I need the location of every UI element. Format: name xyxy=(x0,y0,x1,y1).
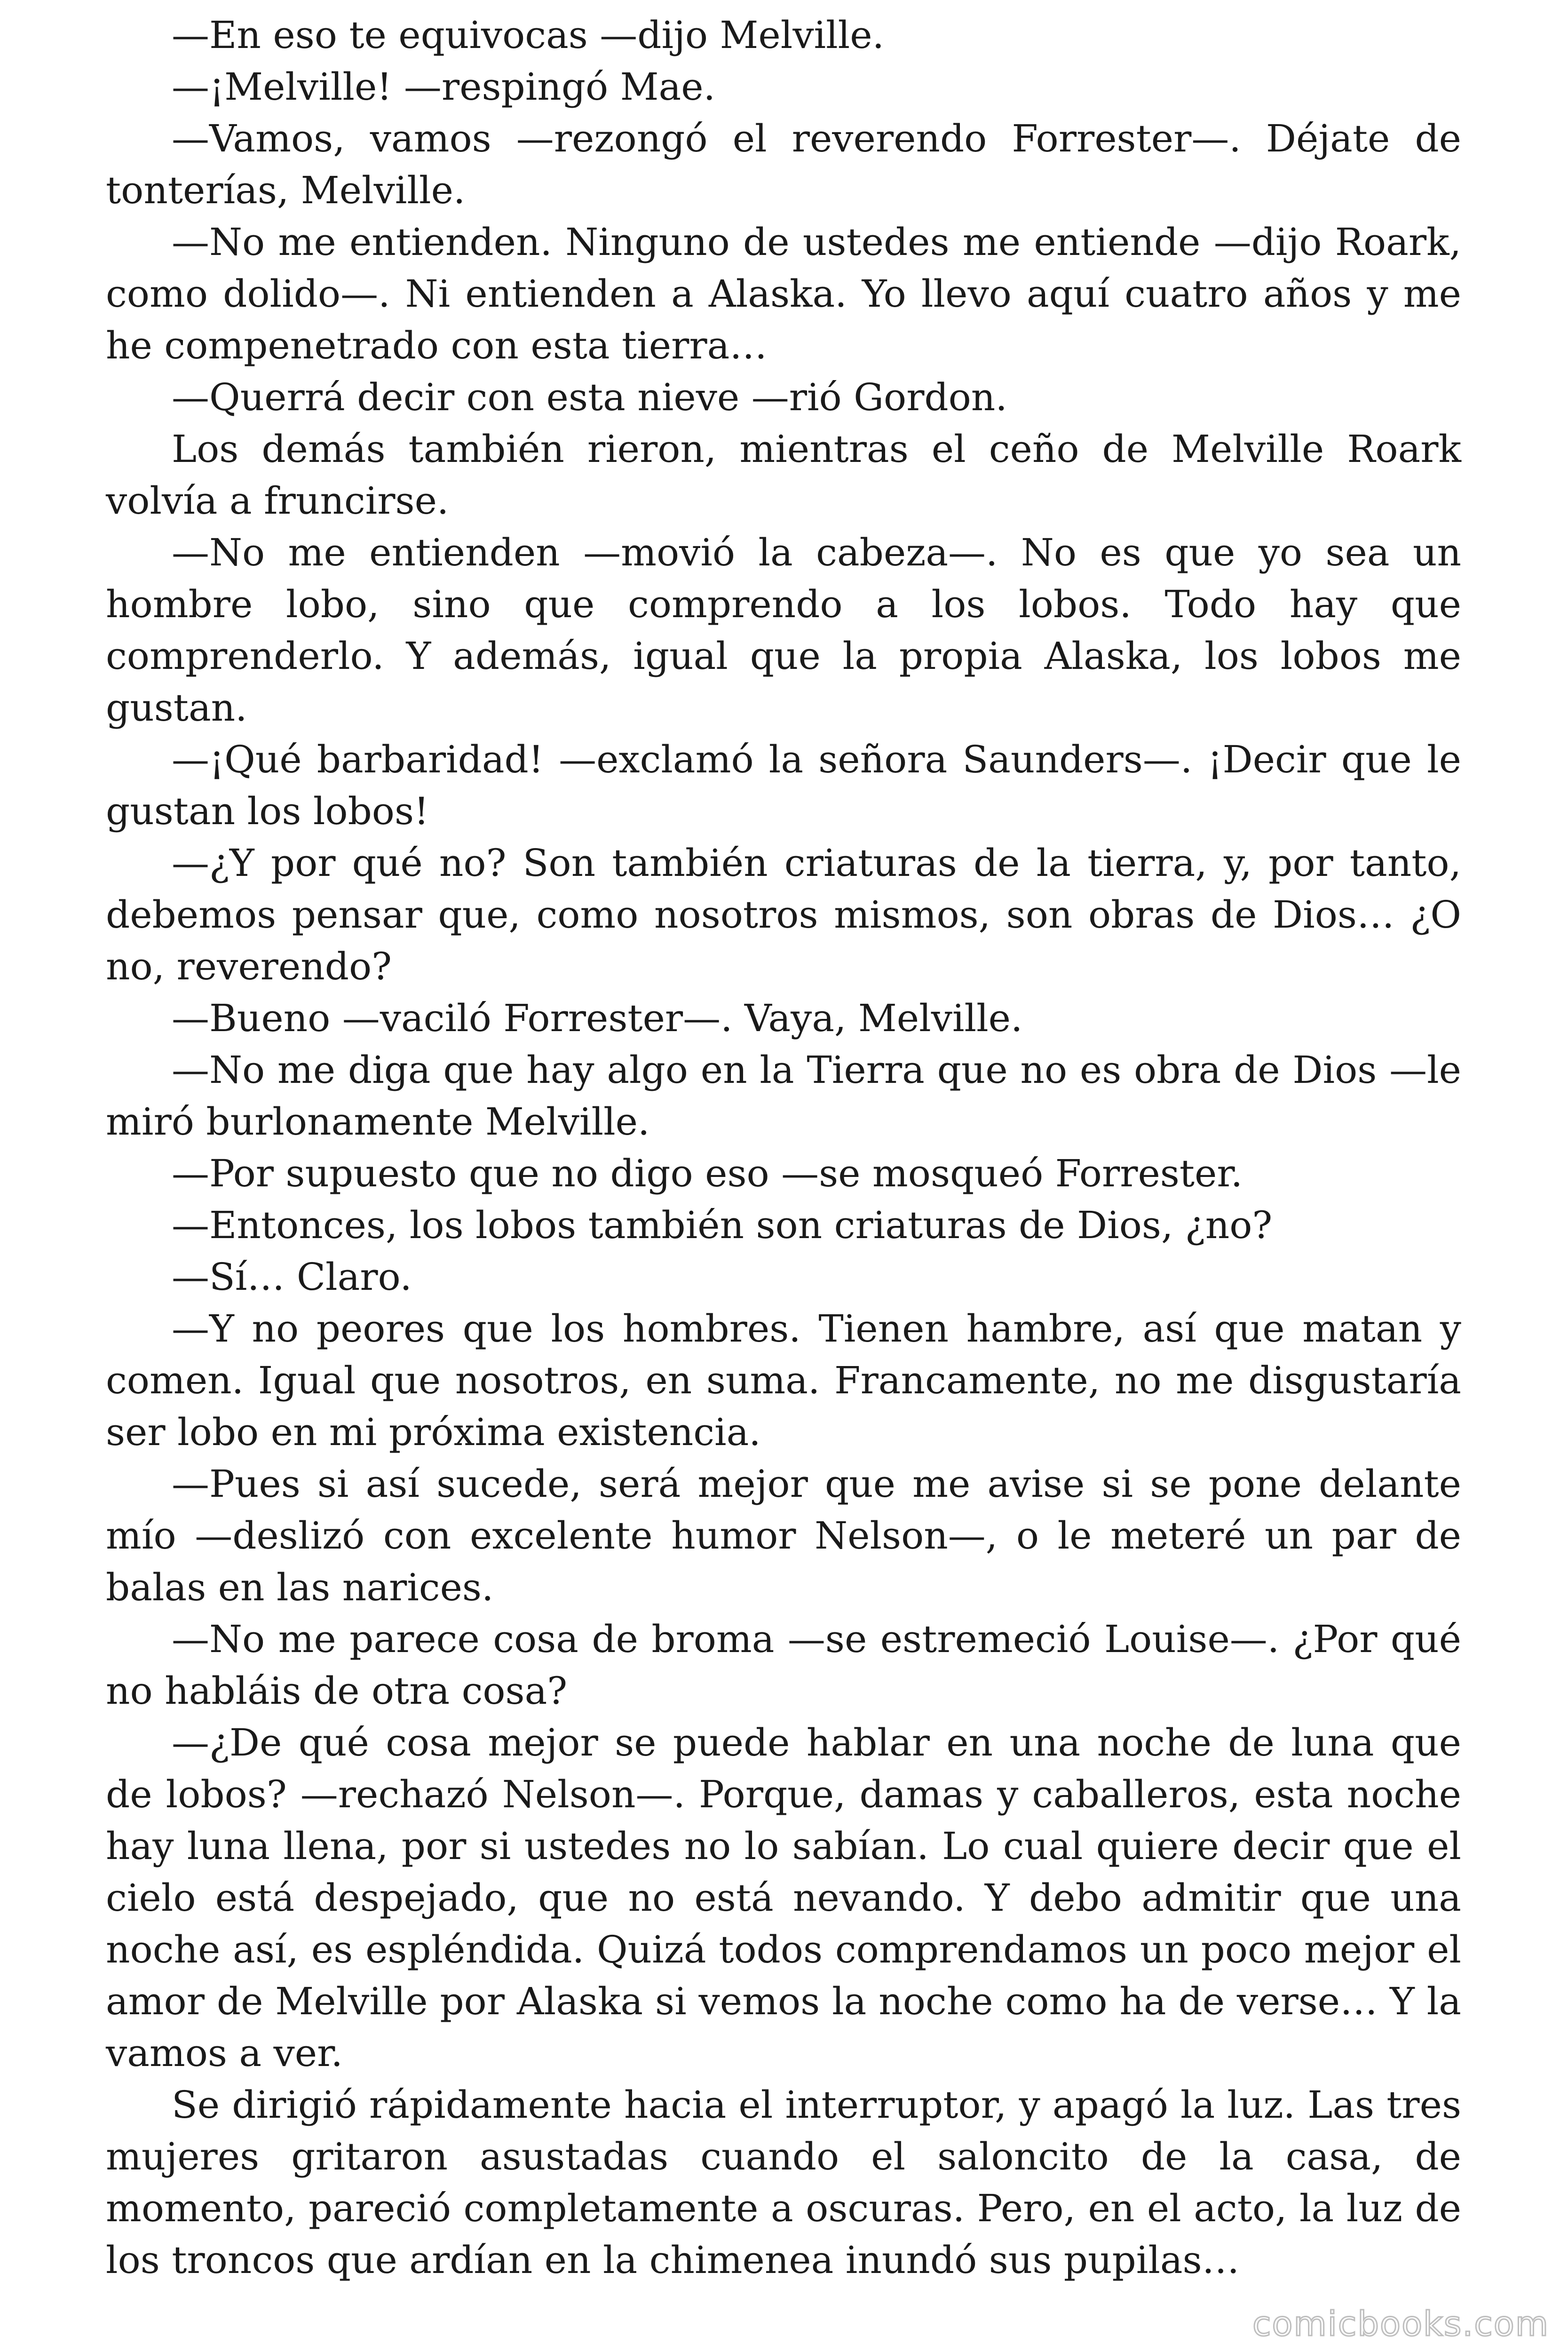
paragraph: —¡Melville! —respingó Mae. xyxy=(172,65,716,109)
paragraph: —No me diga que hay algo en la Tierra que no es obra de Dios —le miró burlonamente Melville. xyxy=(106,1048,1461,1144)
paragraph: —Sí… Claro. xyxy=(172,1255,412,1299)
paragraph: —Bueno —vaciló Forrester—. Vaya, Melville. xyxy=(172,996,1023,1040)
paragraph: Los demás también rieron, mientras el ceño de Melville Roark volvía a fruncirse. xyxy=(106,427,1461,523)
paragraph: —Entonces, los lobos también son criaturas de Dios, ¿no? xyxy=(172,1203,1273,1247)
paragraph: —¿De qué cosa mejor se puede hablar en una noche de luna que de lobos? —rechazó Nelson—. Porque, damas y caballeros, esta noche hay luna llena, por si ustedes no lo sabían. Lo cual quiere decir que el cielo está despejado, que no está nevando. Y debo admitir que una noche así, es espléndida. Quizá todos comprendamos un poco mejor el amor de Melville por Alaska si vemos la noche como ha de verse… Y la vamos a ver. xyxy=(106,1721,1461,2075)
paragraph: —Vamos, vamos —rezongó el reverendo Forrester—. Déjate de tonterías, Melville. xyxy=(106,117,1461,212)
paragraph: —¡Qué barbaridad! —exclamó la señora Saunders—. ¡Decir que le gustan los lobos! xyxy=(106,738,1461,833)
paragraph: —Querrá decir con esta nieve —rió Gordon. xyxy=(172,375,1007,419)
paragraph: —En eso te equivocas —dijo Melville. xyxy=(172,13,885,57)
paragraph: —Y no peores que los hombres. Tienen hambre, así que matan y comen. Igual que nosotros, en suma. Francamente, no me disgustaría ser lobo en mi próxima existencia. xyxy=(106,1307,1461,1454)
page-body xyxy=(106,9,1461,2286)
paragraph: —No me entienden —movió la cabeza—. No es que yo sea un hombre lobo, sino que comprendo a los lobos. Todo hay que comprenderlo. Y además, igual que la propia Alaska, los lobos me gustan. xyxy=(106,531,1461,730)
paragraph: —No me entienden. Ninguno de ustedes me entiende —dijo Roark, como dolido—. Ni entienden a Alaska. Yo llevo aquí cuatro años y me he compenetrado con esta tierra… xyxy=(106,220,1461,367)
paragraph: Se dirigió rápidamente hacia el interruptor, y apagó la luz. Las tres mujeres gritaron asustadas cuando el saloncito de la casa, de momento, pareció completamente a oscuras. Pero, en el acto, la luz de los troncos que ardían en la chimenea inundó sus pupilas… xyxy=(106,2083,1461,2282)
paragraph: —No me parece cosa de broma —se estremeció Louise—. ¿Por qué no habláis de otra cosa? xyxy=(106,1617,1461,1713)
paragraph: —Pues si así sucede, será mejor que me avise si se pone delante mío —deslizó con excelente humor Nelson—, o le meteré un par de balas en las narices. xyxy=(106,1462,1461,1609)
watermark: comicbooks.com xyxy=(1252,2304,1549,2344)
paragraph: —Por supuesto que no digo eso —se mosqueó Forrester. xyxy=(172,1152,1243,1195)
paragraph: —¿Y por qué no? Son también criaturas de la tierra, y, por tanto, debemos pensar que, como nosotros mismos, son obras de Dios… ¿O no, reverendo? xyxy=(106,841,1461,988)
